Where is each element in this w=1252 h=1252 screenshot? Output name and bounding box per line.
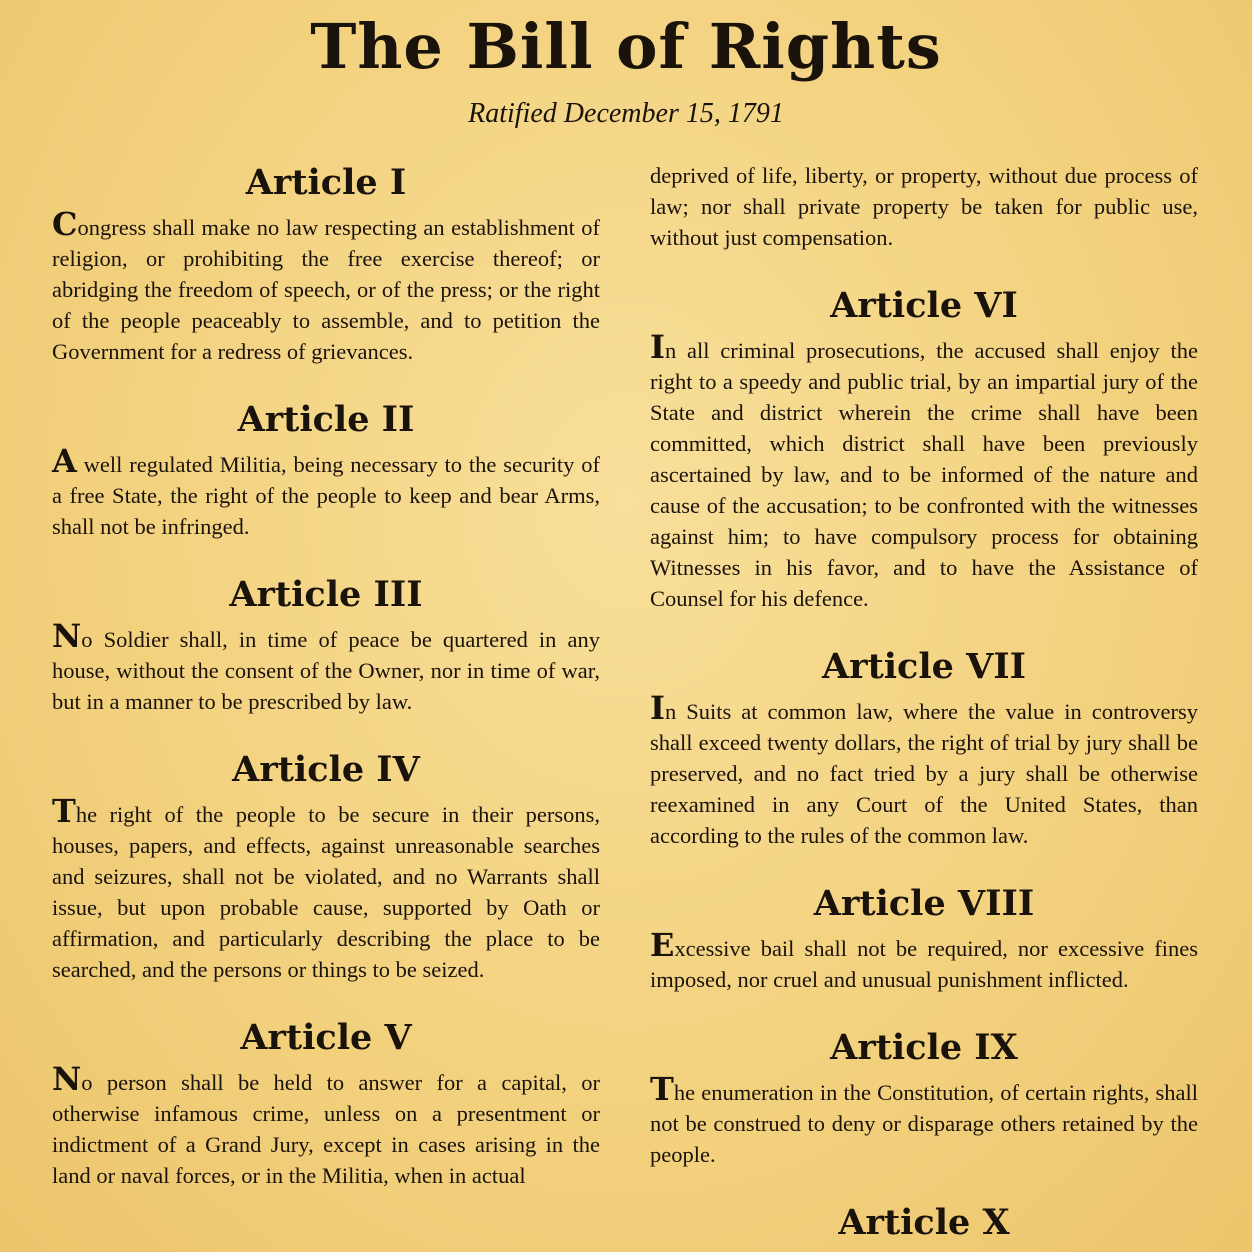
article-heading: Article II	[237, 399, 415, 440]
article-text	[52, 205, 600, 367]
article-text	[52, 1060, 600, 1191]
article-body: o person shall be held to answer for a capital, or otherwise infamous crime, unless on a presentment or indictment of a Grand Jury, except in cases arising in the land or naval forces, or in the Militia, when in actual	[52, 1070, 600, 1188]
article-8	[650, 881, 1198, 995]
document-title: The Bill of Rights	[310, 10, 942, 83]
drop-cap: T	[52, 792, 76, 830]
article-9	[650, 1025, 1198, 1170]
right-column	[650, 160, 1198, 1252]
left-column	[52, 160, 600, 1221]
article-body: xcessive bail shall not be required, nor excessive fines imposed, nor cruel and unusual punishment inflicted.	[650, 936, 1198, 992]
article-6	[650, 283, 1198, 614]
drop-cap: A	[52, 442, 77, 480]
article-heading: Article X	[838, 1202, 1010, 1243]
drop-cap: T	[650, 1070, 674, 1108]
drop-cap: I	[650, 689, 665, 727]
drop-cap: I	[650, 328, 665, 366]
article-text	[650, 926, 1198, 995]
article-text	[650, 689, 1198, 851]
article-5-continuation: deprived of life, liberty, or property, without due process of law; nor shall private property be taken for public use, without just compensation.	[650, 163, 1198, 250]
article-text	[650, 1070, 1198, 1170]
article-heading: Article V	[240, 1017, 412, 1058]
drop-cap: C	[52, 205, 78, 243]
article-heading: Article VII	[821, 646, 1027, 687]
drop-cap: N	[52, 617, 82, 655]
article-body: he enumeration in the Constitution, of certain rights, shall not be construed to deny or disparage others retained by the people.	[650, 1080, 1198, 1167]
article-heading: Article IV	[232, 749, 420, 790]
article-text	[52, 792, 600, 985]
article-heading: Article VI	[830, 285, 1018, 326]
article-body: ongress shall make no law respecting an establishment of religion, or prohibiting the free exercise thereof; or abridging the freedom of speech, or of the press; or the right of the people peaceably to assemble, and to petition the Government for a redress of grievances.	[52, 215, 600, 364]
article-2	[52, 397, 600, 542]
article-text	[650, 328, 1198, 614]
article-body: he right of the people to be secure in their persons, houses, papers, and effects, against unreasonable searches and seizures, shall not be violated, and no Warrants shall issue, but upon probable cause, supported by Oath or affirmation, and particularly describing the place to be searched, and the persons or things to be seized.	[52, 802, 600, 982]
article-body: n Suits at common law, where the value in controversy shall exceed twenty dollars, the right of trial by jury shall be preserved, and no fact tried by a jury shall be otherwise reexamined in any Court of the United States, than according to the rules of the common law.	[650, 699, 1198, 848]
article-text	[52, 617, 600, 717]
article-3	[52, 572, 600, 717]
article-10	[650, 1200, 1198, 1246]
article-body: o Soldier shall, in time of peace be quartered in any house, without the consent of the Owner, nor in time of war, but in a manner to be prescribed by law.	[52, 627, 600, 714]
article-body: n all criminal prosecutions, the accused shall enjoy the right to a speedy and public trial, by an impartial jury of the State and district wherein the crime shall have been committed, which district shall have been previously ascertained by law, and to be informed of the nature and cause of the accusation; to be confronted with the witnesses against him; to have compulsory process for obtaining Witnesses in his favor, and to have the Assistance of Counsel for his defence.	[650, 338, 1198, 611]
article-7	[650, 644, 1198, 851]
article-heading: Article III	[229, 574, 423, 615]
article-text	[52, 442, 600, 542]
drop-cap: E	[650, 926, 675, 964]
article-body: well regulated Militia, being necessary to the security of a free State, the right of the people to keep and bear Arms, shall not be infringed.	[52, 452, 600, 539]
article-heading: Article I	[245, 162, 407, 203]
article-heading: Article IX	[830, 1027, 1018, 1068]
article-heading: Article VIII	[813, 883, 1035, 924]
article-4	[52, 747, 600, 985]
article-5	[52, 1015, 600, 1191]
document-subtitle: Ratified December 15, 1791	[468, 98, 784, 129]
article-1	[52, 160, 600, 367]
drop-cap: N	[52, 1060, 82, 1098]
